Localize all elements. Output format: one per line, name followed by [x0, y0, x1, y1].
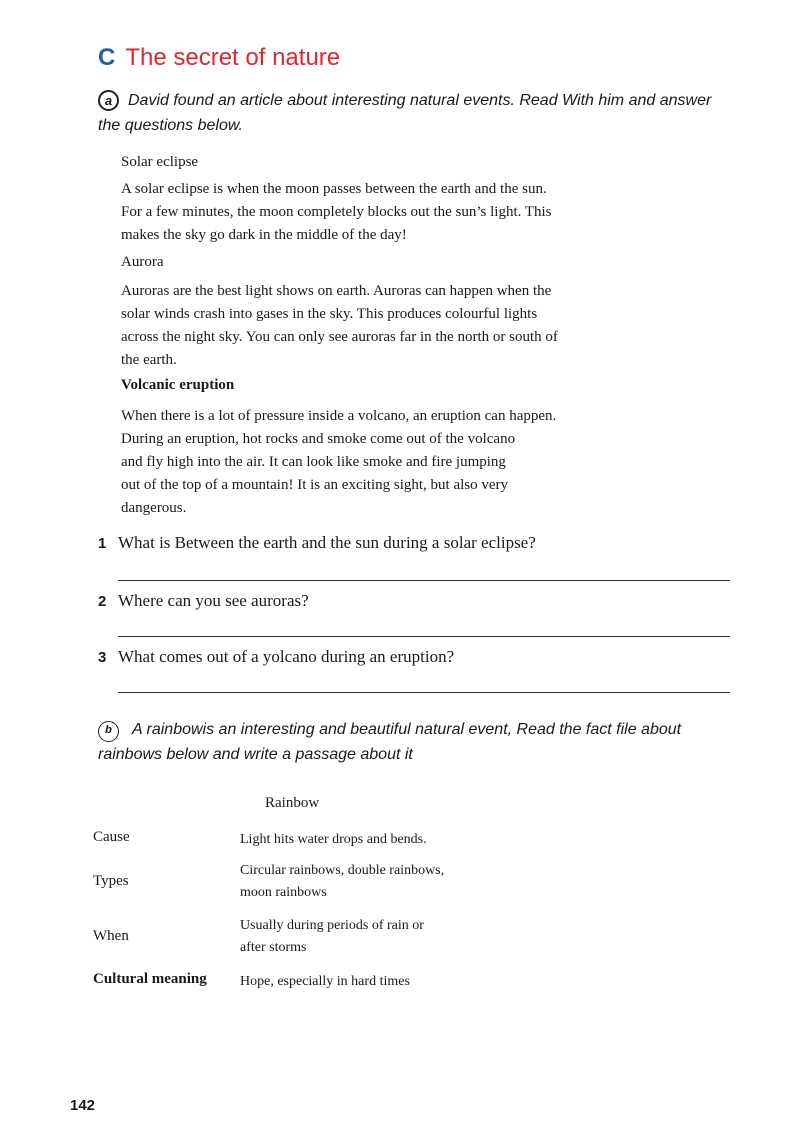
task-b-instruction [98, 717, 748, 767]
article-line: When there is a lot of pressure inside a volcano, an eruption can happen. [121, 408, 557, 424]
question-number: 1 [98, 535, 107, 552]
task-b-line-1: A rainbowis an interesting and beautiful natural event, Read the fact file about [132, 721, 682, 738]
question-number: 3 [98, 649, 107, 666]
answer-line-1[interactable] [118, 580, 730, 581]
fact-value-line: Hope, especially in hard times [240, 974, 410, 989]
fact-label-cultural-meaning: Cultural meaning [93, 971, 207, 987]
task-a-line-2: the questions below. [98, 117, 243, 134]
fact-value-cause [240, 829, 427, 851]
fact-label-when: When [93, 928, 129, 944]
article-paragraph-solar-eclipse [121, 178, 661, 247]
question-2 [98, 591, 309, 611]
article-line: solar winds crash into gases in the sky. This produces colourful lights [121, 306, 538, 322]
article-line: During an eruption, hot rocks and smoke come out of the volcano [121, 431, 516, 447]
section-letter: C [98, 44, 116, 71]
question-3 [98, 647, 454, 667]
article-line: the earth. [121, 352, 177, 368]
section-title [98, 44, 340, 72]
page-number: 142 [70, 1097, 96, 1114]
task-b-icon: b [98, 721, 119, 742]
article-paragraph-aurora [121, 280, 661, 372]
article-line: Auroras are the best light shows on earth. Auroras can happen when the [121, 283, 552, 299]
fact-file-title: Rainbow [265, 795, 320, 811]
question-number: 2 [98, 593, 107, 610]
fact-value-line: Light hits water drops and bends. [240, 832, 427, 847]
article-paragraph-volcanic-eruption [121, 405, 661, 520]
fact-value-cultural-meaning [240, 971, 410, 993]
article-line: and fly high into the air. It can look like smoke and fire jumping [121, 454, 506, 470]
fact-label-types: Types [93, 873, 129, 889]
fact-value-when [240, 915, 424, 959]
question-text: What comes out of a yolcano during an eruption? [118, 647, 455, 666]
fact-value-types [240, 860, 444, 904]
article-line: out of the top of a mountain! It is an exciting sight, but also very [121, 477, 509, 493]
fact-value-line: after storms [240, 940, 307, 955]
article-line: makes the sky go dark in the middle of the day! [121, 227, 407, 243]
question-text: What is Between the earth and the sun during a solar eclipse? [118, 533, 536, 552]
task-a-instruction [98, 88, 748, 138]
task-a-icon: a [98, 90, 119, 111]
fact-value-line: Usually during periods of rain or [240, 918, 424, 933]
article-heading-solar-eclipse: Solar eclipse [121, 154, 199, 170]
article-line: dangerous. [121, 500, 187, 516]
article-line: A solar eclipse is when the moon passes between the earth and the sun. [121, 181, 547, 197]
fact-value-line: moon rainbows [240, 885, 327, 900]
article-heading-volcanic-eruption: Volcanic eruption [121, 377, 235, 393]
question-text: Where can you see auroras? [118, 591, 309, 610]
fact-value-line: Circular rainbows, double rainbows, [240, 863, 445, 878]
answer-line-3[interactable] [118, 692, 730, 693]
task-b-line-2: rainbows below and write a passage about it [98, 746, 413, 763]
fact-label-cause: Cause [93, 829, 130, 845]
article-heading-aurora: Aurora [121, 254, 164, 270]
task-a-line-1: David found an article about interesting natural events. Read With him and answer [128, 92, 712, 109]
article-line: For a few minutes, the moon completely blocks out the sun’s light. This [121, 204, 552, 220]
question-1 [98, 533, 536, 553]
answer-line-2[interactable] [118, 636, 730, 637]
section-title-text: The secret of nature [125, 44, 341, 71]
article-line: across the night sky. You can only see auroras far in the north or south of [121, 329, 558, 345]
